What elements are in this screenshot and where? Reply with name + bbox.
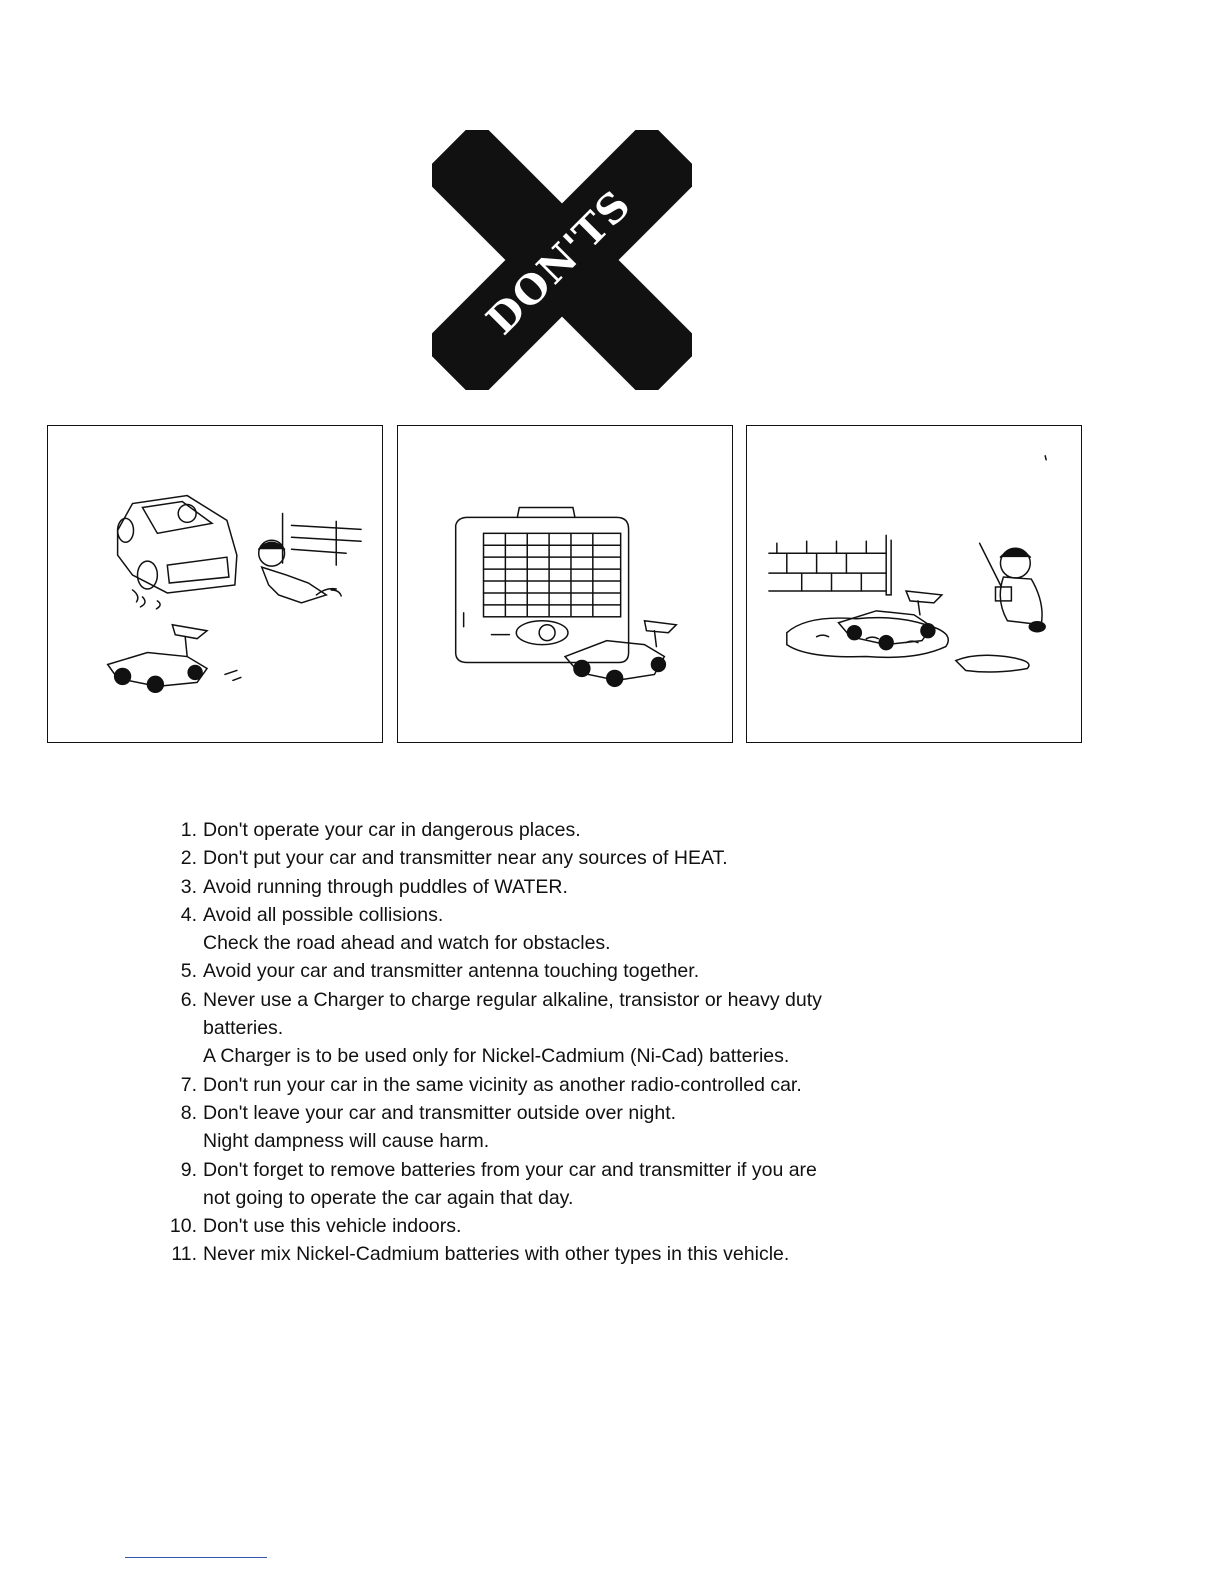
- footer-divider: [125, 1557, 267, 1558]
- rule-number: 11.: [171, 1243, 197, 1266]
- illustration-dangerous-places: [47, 425, 383, 743]
- rule-line: Don't operate your car in dangerous places.: [203, 819, 581, 841]
- rule-item: [160, 1071, 960, 1099]
- rc-car-drawing: [108, 625, 241, 693]
- rule-number: 9.: [180, 1158, 197, 1181]
- rule-line: Night dampness will cause harm.: [203, 1130, 490, 1153]
- rule-number: 7.: [180, 1073, 197, 1096]
- rc-car-drawing: [565, 621, 676, 687]
- rule-line: Avoid your car and transmitter antenna touching together.: [203, 960, 700, 983]
- rc-car-drawing: [838, 591, 941, 650]
- heater-drawing: [456, 507, 629, 662]
- rule-item: [160, 986, 960, 1071]
- rule-item: [160, 844, 960, 872]
- rule-number: 6.: [180, 988, 197, 1011]
- rule-item: [160, 816, 960, 844]
- rule-line: Avoid running through puddles of WATER.: [203, 875, 568, 898]
- rule-line: Avoid all possible collisions.: [203, 903, 444, 926]
- donts-logo: [432, 130, 692, 390]
- brick-wall-drawing: [769, 535, 891, 595]
- speck: [1045, 456, 1046, 460]
- car-drawing: [118, 496, 237, 609]
- rule-line: Never use a Charger to charge regular alkaline, transistor or heavy duty: [203, 988, 822, 1011]
- fence-drawing: [283, 513, 362, 565]
- rule-number: 3.: [180, 875, 197, 898]
- donts-list: [160, 816, 960, 1269]
- illustration-heat-source: [397, 425, 733, 743]
- rule-item: [160, 1212, 960, 1240]
- rule-line: A Charger is to be used only for Nickel-Cadmium (Ni-Cad) batteries.: [203, 1045, 790, 1068]
- rule-line: batteries.: [203, 1017, 284, 1040]
- rule-line: Don't put your car and transmitter near any sources of HEAT.: [203, 847, 728, 870]
- rule-item: [160, 1099, 960, 1156]
- logo-text: DON'TS: [477, 181, 641, 344]
- rule-number: 1.: [180, 819, 197, 841]
- rule-line: Don't use this vehicle indoors.: [203, 1215, 462, 1238]
- rule-number: 5.: [180, 960, 197, 983]
- rule-line: Don't forget to remove batteries from your car and transmitter if you are: [203, 1158, 817, 1181]
- rule-line: Never mix Nickel-Cadmium batteries with other types in this vehicle.: [203, 1243, 790, 1266]
- rule-item: [160, 1156, 960, 1213]
- rule-number: 8.: [180, 1101, 197, 1124]
- rule-number: 2.: [180, 847, 197, 870]
- puddle-drawing: [787, 618, 1029, 672]
- rule-number: 4.: [180, 903, 197, 926]
- rule-item: [160, 901, 960, 958]
- rule-item: [160, 873, 960, 901]
- rule-line: Don't leave your car and transmitter outside over night.: [203, 1101, 677, 1124]
- illustration-water-puddles: [746, 425, 1082, 743]
- rule-line: Don't run your car in the same vicinity as another radio-controlled car.: [203, 1073, 802, 1096]
- rule-line: not going to operate the car again that day.: [203, 1186, 574, 1209]
- rule-line: Check the road ahead and watch for obstacles.: [203, 932, 611, 955]
- child-drawing: [980, 543, 1046, 631]
- rule-number: 10.: [169, 1215, 197, 1238]
- rule-item: [160, 957, 960, 985]
- rule-item: [160, 1240, 960, 1268]
